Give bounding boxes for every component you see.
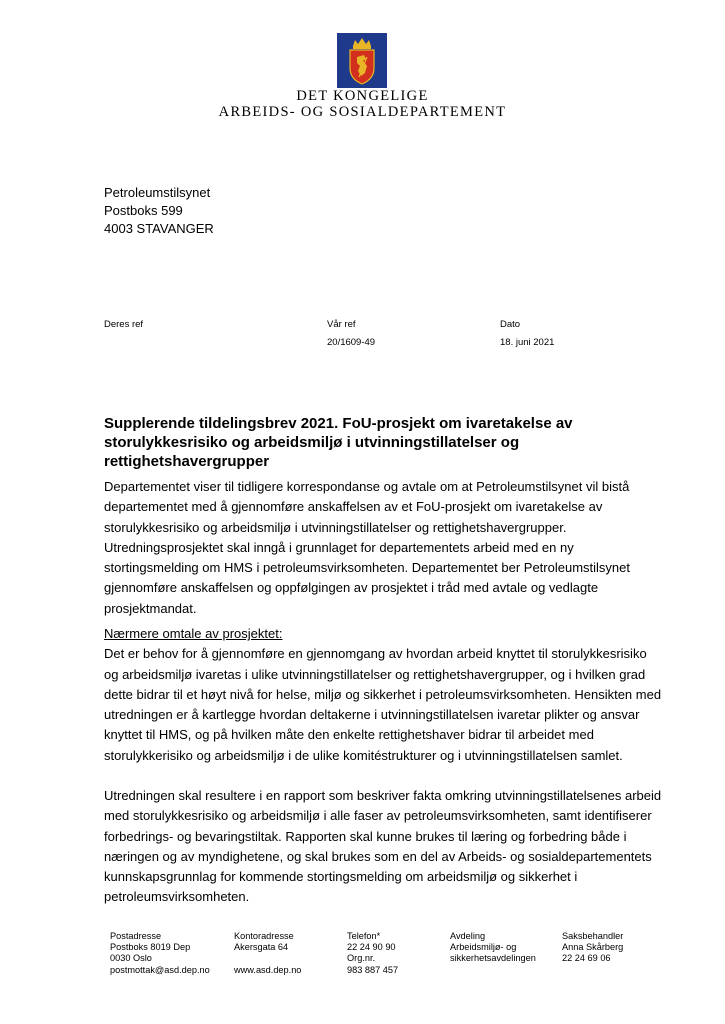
footer-post-line1: Postboks 8019 Dep	[110, 942, 191, 953]
footer-dept-label: Avdeling	[450, 931, 486, 941]
recipient-postbox: Postboks 599	[104, 203, 183, 218]
footer-handler-name: Anna Skårberg	[562, 942, 624, 953]
letter-title: Supplerende tildelingsbrev 2021. FoU-prosjekt om ivaretakelse av storulykkesrisiko og arbeidsmiljø i utvinningstillatelser og rettighetshavergrupper	[104, 415, 573, 470]
paragraph-2-text: Det er behov for å gjennomføre en gjennomgang av hvordan arbeid knyttet til storulykkesrisiko og arbeidsmiljø ivaretas i ulike utvinningstillatelser og rettighetshavergrupper, og i hvilken grad dette bidrar til et høyt nivå for helse, miljø og sikkerhet i petroleumsvirksomheten. Hensikten med utredningen er å kartlegge hvordan deltakerne i utvinningstillatelsen ivaretar plikter og ansvar knyttet til HMS, og på hvilken måte den enkelte rettighetshaver bidrar til arbeidet med storulykkerisiko og arbeidsmiljø i de ulike komitéstrukturer og i utvinningstillatelsen samlet.	[104, 646, 662, 763]
footer-phone	[347, 931, 398, 976]
footer-department	[450, 931, 536, 965]
department-title-line2: ARBEIDS- OG SOSIALDEPARTEMENT	[218, 104, 507, 120]
footer-office-line1: Akersgata 64	[234, 942, 289, 953]
footer-office-web: www.asd.dep.no	[234, 964, 302, 975]
footer-dept-line1: Arbeidsmiljø- og	[450, 942, 517, 953]
footer-office-label: Kontoradresse	[234, 931, 294, 941]
var-ref-label: Vår ref	[327, 319, 356, 330]
crown-band	[353, 46, 371, 49]
paragraph-1-text: Departementet viser til tidligere korrespondanse og avtale om at Petroleumstilsynet vil bistå departementet med å gjennomføre anskaffelsen av et FoU-prosjekt om ivaretakelse av storulykkesrisiko og arbeidsmiljø i utvinningstillatelser og rettighetshavergrupper. Utredningsprosjektet skal inngå i grunnlaget for departementets arbeid med en ny stortingsmelding om HMS i petroleumsvirksomheten. Departementet ber Petroleumstilsynet gjennomføre anskaffelsen og oppfølgingen av prosjektet i tråd med avtale og vedlagte prosjektmandat.	[104, 479, 630, 616]
footer-post-line2: 0030 Oslo	[110, 953, 152, 964]
paragraph-3-text: Utredningen skal resultere i en rapport som beskriver fakta omkring utvinningstillatelsenes arbeid med storulykkesrisiko og arbeidsmiljø i alle faser av petroleumsvirksomheten, samt identifiserer forbedrings- og bevaringstiltak. Rapporten skal kunne brukes til læring og forbedring både i næringen og av myndighetene, og skal brukes som en del av Arbeids- og sosialdepartementets kunnskapsgrunnlag for kommende stortingsmelding om arbeidsmiljø og sikkerhet i petroleumsvirksomheten.	[104, 788, 662, 905]
var-ref-value: 20/1609-49	[327, 337, 376, 348]
department-title-line1: DET KONGELIGE	[296, 88, 429, 104]
footer-office-line2	[234, 953, 301, 964]
norwegian-coat-of-arms-icon	[337, 33, 387, 88]
footer-office-address	[234, 931, 301, 976]
recipient-name: Petroleumstilsynet	[104, 185, 211, 200]
footer-case-handler	[562, 931, 623, 965]
recipient-address	[104, 184, 214, 238]
footer-dept-line2: sikkerhetsavdelingen	[450, 953, 536, 964]
deres-ref-label: Deres ref	[104, 319, 144, 330]
letter-body-paragraph-1	[104, 477, 664, 619]
footer-phone-label: Telefon*	[347, 931, 381, 941]
letter-body-paragraph-3	[104, 786, 664, 908]
recipient-city: 4003 STAVANGER	[104, 221, 214, 236]
footer-orgnr-label: Org.nr.	[347, 953, 376, 964]
footer-handler-phone: 22 24 69 06	[562, 953, 611, 964]
letter-body-section	[104, 624, 664, 766]
footer-phone-number: 22 24 90 90	[347, 942, 396, 953]
date-value: 18. juni 2021	[500, 337, 555, 348]
date-label: Dato	[500, 319, 521, 330]
footer-orgnr-value: 983 887 457	[347, 964, 399, 975]
footer-post-label: Postadresse	[110, 931, 162, 941]
footer-handler-label: Saksbehandler	[562, 931, 624, 941]
section-subheading: Nærmere omtale av prosjektet:	[104, 626, 283, 641]
footer-postal-address	[110, 931, 210, 976]
footer-post-email: postmottak@asd.dep.no	[110, 964, 210, 975]
